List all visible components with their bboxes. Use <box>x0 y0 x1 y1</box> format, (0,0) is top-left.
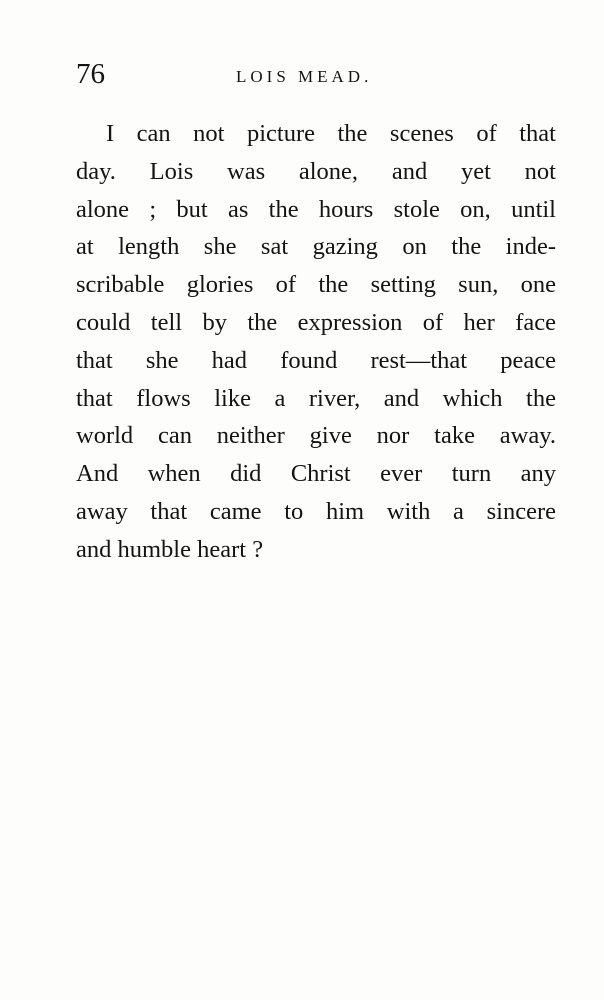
running-head: LOIS MEAD. <box>236 67 373 86</box>
text-line: at length she sat gazing on the inde- <box>76 233 556 261</box>
text-line: scribable glories of the setting sun, one <box>76 271 556 299</box>
text-line: And when did Christ ever turn any <box>76 460 556 488</box>
text-line: world can neither give nor take away. <box>76 422 556 450</box>
text-line: that flows like a river, and which the <box>76 384 556 412</box>
page-number: 76 <box>76 58 105 90</box>
page-header <box>76 54 556 94</box>
text-line: and humble heart ? <box>76 535 264 563</box>
body-paragraph <box>76 115 556 569</box>
text-line: day. Lois was alone, and yet not <box>76 157 556 185</box>
text-line: that she had found rest—that peace <box>76 346 556 374</box>
text-line: away that came to him with a sincere <box>76 497 556 525</box>
text-line: I can not picture the scenes of that <box>106 120 556 147</box>
text-line: could tell by the expression of her face <box>76 308 556 336</box>
text-line: alone ; but as the hours stole on, until <box>76 195 556 223</box>
